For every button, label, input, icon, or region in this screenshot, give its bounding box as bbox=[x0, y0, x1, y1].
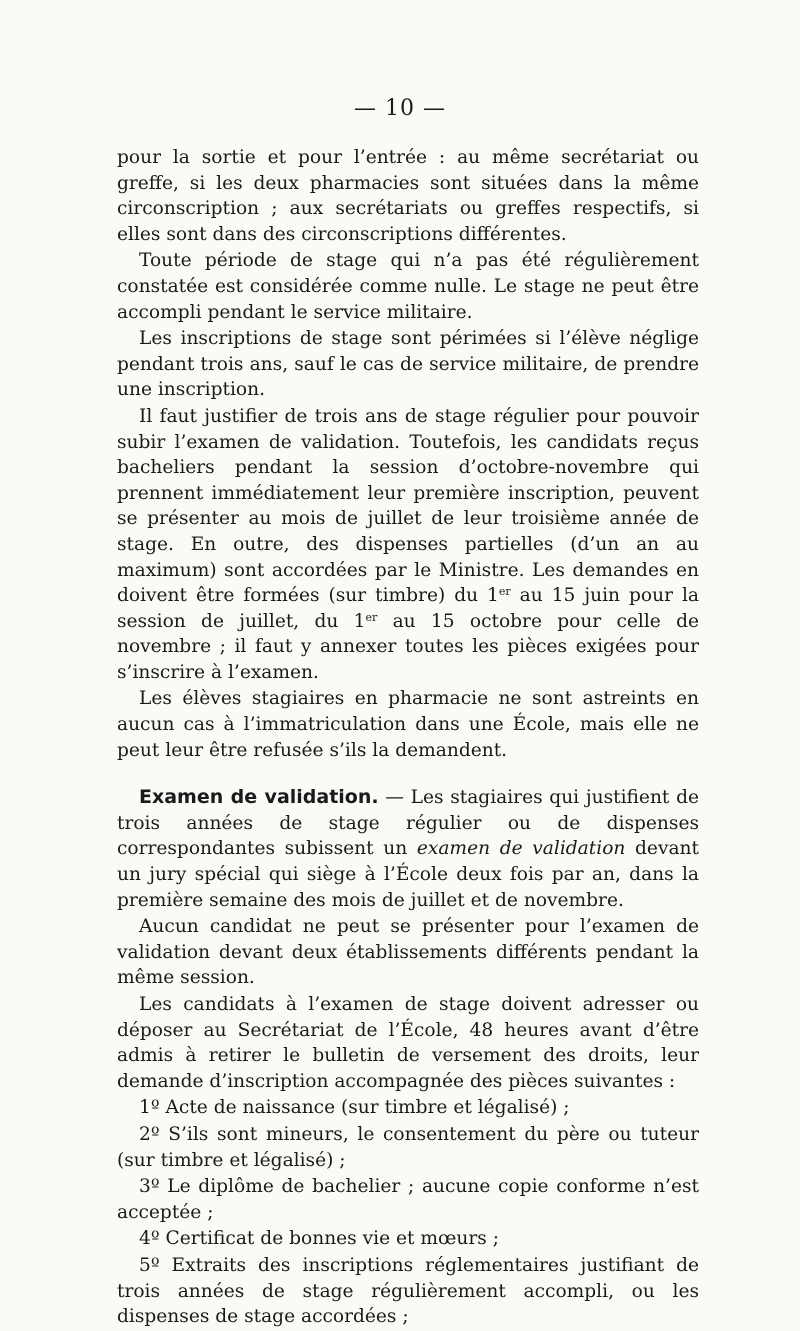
body-text bbox=[117, 145, 699, 1331]
section-paragraph: Examen de validation. — Les stagiaires qui justifient de trois années de stage régulier ou de dispenses correspondantes subissent un examen de validation devant un jury spécial qui siège à l’École deux fois par an, dans la première semaine des mois de juillet et de novembre. bbox=[117, 786, 699, 911]
list-item: 3º Le diplôme de bachelier ; aucune copie conforme n’est acceptée ; bbox=[117, 1176, 699, 1223]
list-item: 5º Extraits des inscriptions réglementaires justifiant de trois années de stage régulièrement accompli, ou les dispenses de stage accordées ; bbox=[117, 1254, 699, 1328]
paragraph: Toute période de stage qui n’a pas été régulièrement constatée est considérée comme nulle. Le stage ne peut être accompli pendant le service militaire. bbox=[117, 250, 699, 323]
paragraph: pour la sortie et pour l’entrée : au même secrétariat ou greffe, si les deux pharmacies sont situées dans la même circonscription ; aux secrétariats ou greffes respectifs, si elles sont dans des circonscriptions différentes. bbox=[117, 147, 699, 245]
list-item: 4º Certificat de bonnes vie et mœurs ; bbox=[139, 1228, 499, 1250]
paragraph: Les candidats à l’examen de stage doivent adresser ou déposer au Secrétariat de l’École, 48 heures avant d’être admis à retirer le bulletin de versement des droits, leur demande d’inscription accompagnée des pièces suivantes : bbox=[117, 994, 699, 1092]
page-number: — 10 — bbox=[354, 96, 446, 121]
paragraph: Les inscriptions de stage sont périmées si l’élève néglige pendant trois ans, sauf le cas de service militaire, de prendre une inscription. bbox=[117, 328, 699, 401]
paragraph: Les élèves stagiaires en pharmacie ne sont astreints en aucun cas à l’immatriculation dans une École, mais elle ne peut leur être refusée s’ils la demandent. bbox=[117, 688, 699, 761]
section-heading: Examen de validation. bbox=[139, 786, 379, 809]
paragraph: Il faut justifier de trois ans de stage régulier pour pouvoir subir l’examen de validation. Toutefois, les candidats reçus bacheliers pendant la session d’octobre-novembre qui prennent immédiatement leur première inscription, peuvent se présenter au mois de juillet de leur troisième année de stage. En outre, des dispenses partielles (d’un an au maximum) sont accordées par le Ministre. Les demandes en doivent être formées (sur timbre) du 1er au 15 juin pour la session de juillet, du 1er au 15 octobre pour celle de novembre ; il faut y annexer toutes les pièces exigées pour s’inscrire à l’examen. bbox=[117, 405, 700, 683]
list-item: 1º Acte de naissance (sur timbre et légalisé) ; bbox=[139, 1097, 570, 1119]
paragraph: Aucun candidat ne peut se présenter pour l’examen de validation devant deux établissements différents pendant la même session. bbox=[117, 916, 699, 989]
list-item: 2º S’ils sont mineurs, le consentement du père ou tuteur (sur timbre et légalisé) ; bbox=[117, 1123, 699, 1171]
